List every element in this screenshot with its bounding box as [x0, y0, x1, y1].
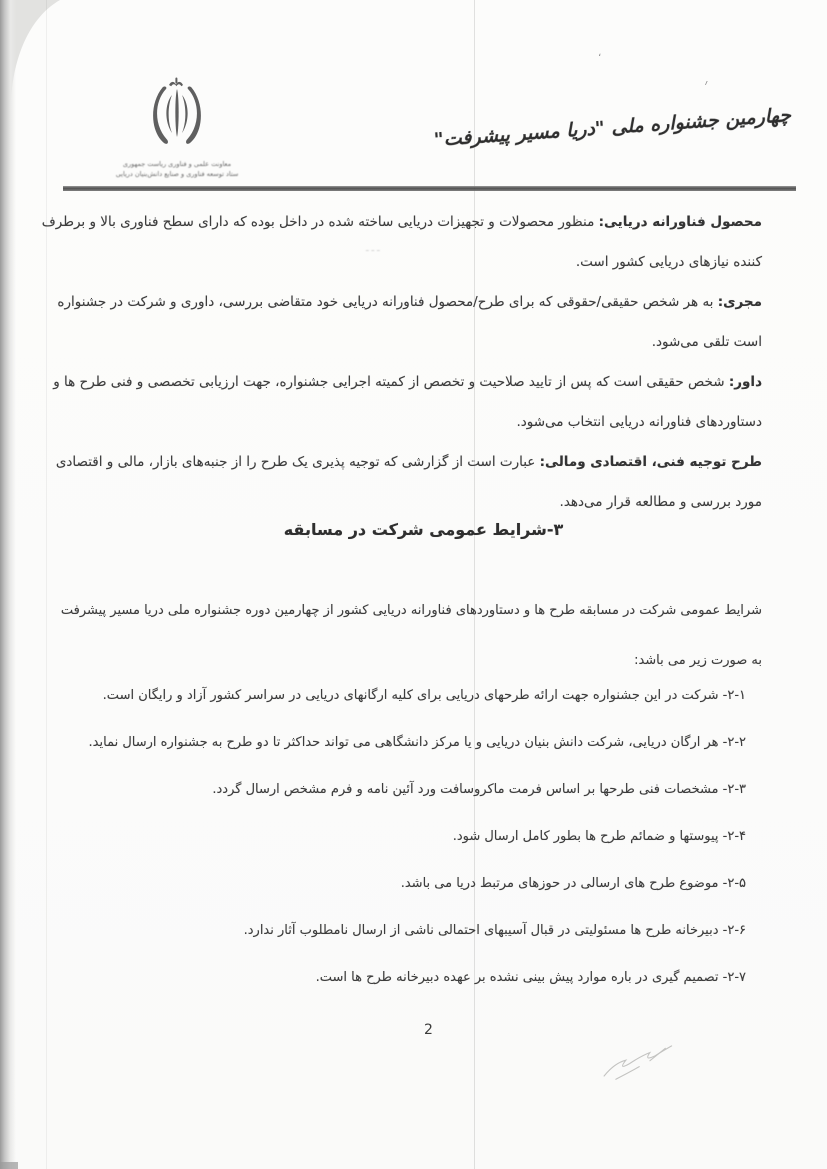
definition-text: شخص حقیقی است که پس از تایید صلاحیت و تخصص از کمیته اجرایی جشنواره، جهت ارزیابی تخصصی و فنی طرح ها و: [53, 374, 725, 390]
scan-speck: ؍: [704, 78, 709, 87]
scan-smudge: ـ ـ ـ: [366, 244, 380, 254]
definition-term: داور:: [728, 374, 762, 390]
list-item: ۲-۵- موضوع طرح های ارسالی در حوزهای مرتبط دریا می باشد.: [400, 876, 746, 891]
header-logo-block: [112, 76, 242, 178]
definition-term: طرح توجیه فنی، اقتصادی ومالی:: [539, 454, 762, 470]
definition-term-line: [55, 442, 762, 482]
list-item: ۲-۱- شرکت در این جشنواره جهت ارائه طرحهای دریایی برای کلیه ارگانهای دریایی در سراسر کشور آزاد و رایگان است.: [102, 688, 746, 703]
definition-continuation-line: دستاوردهای فناورانه دریایی انتخاب می‌شود.: [516, 414, 762, 430]
definition-term-line: [53, 362, 762, 402]
scan-bottom-artifact: [0, 1162, 18, 1169]
list-item: ۲-۲- هر ارگان دریایی، شرکت دانش بنیان دریایی و یا مرکز دانشگاهی می تواند حداکثر تا دو طرح به جشنواره ارسال نماید.: [88, 735, 746, 750]
header-divider-rule: [63, 186, 796, 191]
definition-text: عبارت است از گزارشی که توجیه پذیری یک طرح را از جنبه‌های بازار، مالی و اقتصادی: [55, 454, 536, 470]
page-number: 2: [424, 1022, 433, 1038]
section-intro: [60, 586, 762, 686]
list-item: ۲-۴- پیوستها و ضمائم طرح ها بطور کامل ارسال شود.: [452, 829, 746, 844]
definition-term-line: [41, 202, 762, 242]
logo-caption-line2: ستاد توسعه فناوری و صنایع دانش‌بنیان دریایی: [115, 170, 239, 178]
scan-edge-line: [46, 0, 47, 1169]
iran-emblem-logo: [147, 76, 207, 154]
section-heading: ۳-شرایط عمومی شرکت در مسابقه: [283, 520, 564, 539]
festival-title-calligraphy: چهارمین جشنواره ملی "دریا مسیر پیشرفت": [433, 104, 792, 151]
conditions-list: [85, 672, 762, 1001]
list-item: ۲-۷- تصمیم گیری در باره موارد پیش بینی نشده بر عهده دبیرخانه طرح ها است.: [315, 970, 746, 985]
scan-speck: ،: [598, 48, 602, 59]
definition-term-line: [57, 282, 762, 322]
definition-text: منظور محصولات و تجهیزات دریایی ساخته شده در داخل بوده که دارای سطح فناوری بالا و برطرف: [41, 214, 595, 230]
definition-text: به هر شخص حقیقی/حقوقی که برای طرح/محصول فناورانه دریایی خود متقاضی بررسی، داوری و شرکت در جشنواره: [57, 294, 714, 310]
definitions-section: [41, 202, 762, 522]
scan-left-edge: [0, 0, 16, 1169]
logo-caption-line1: معاونت علمی و فناوری ریاست جمهوری: [122, 160, 232, 168]
definition-continuation-line: است تلقی می‌شود.: [651, 334, 762, 350]
intro-line: شرایط عمومی شرکت در مسابقه طرح ها و دستاوردهای فناورانه دریایی کشور از چهارمین دوره جشنواره ملی دریا مسیر پیشرفت: [60, 603, 762, 618]
intro-line: به صورت زیر می باشد:: [634, 653, 762, 668]
definition-term: محصول فناورانه دریایی:: [598, 214, 762, 230]
definition-continuation-line: مورد بررسی و مطالعه قرار می‌دهد.: [559, 494, 762, 510]
pencil-scribble: [598, 1030, 688, 1090]
definition-continuation-line: کننده نیازهای دریایی کشور است.: [575, 254, 762, 270]
list-item: ۲-۳- مشخصات فنی طرحها بر اساس فرمت ماکروسافت ورد آئین نامه و فرم مشخص ارسال گردد.: [212, 782, 746, 797]
definition-term: مجری:: [717, 294, 762, 310]
list-item: ۲-۶- دبیرخانه طرح ها مسئولیتی در قبال آسیبهای احتمالی ناشی از ارسال نامطلوب آثار ندارد.: [243, 923, 746, 938]
